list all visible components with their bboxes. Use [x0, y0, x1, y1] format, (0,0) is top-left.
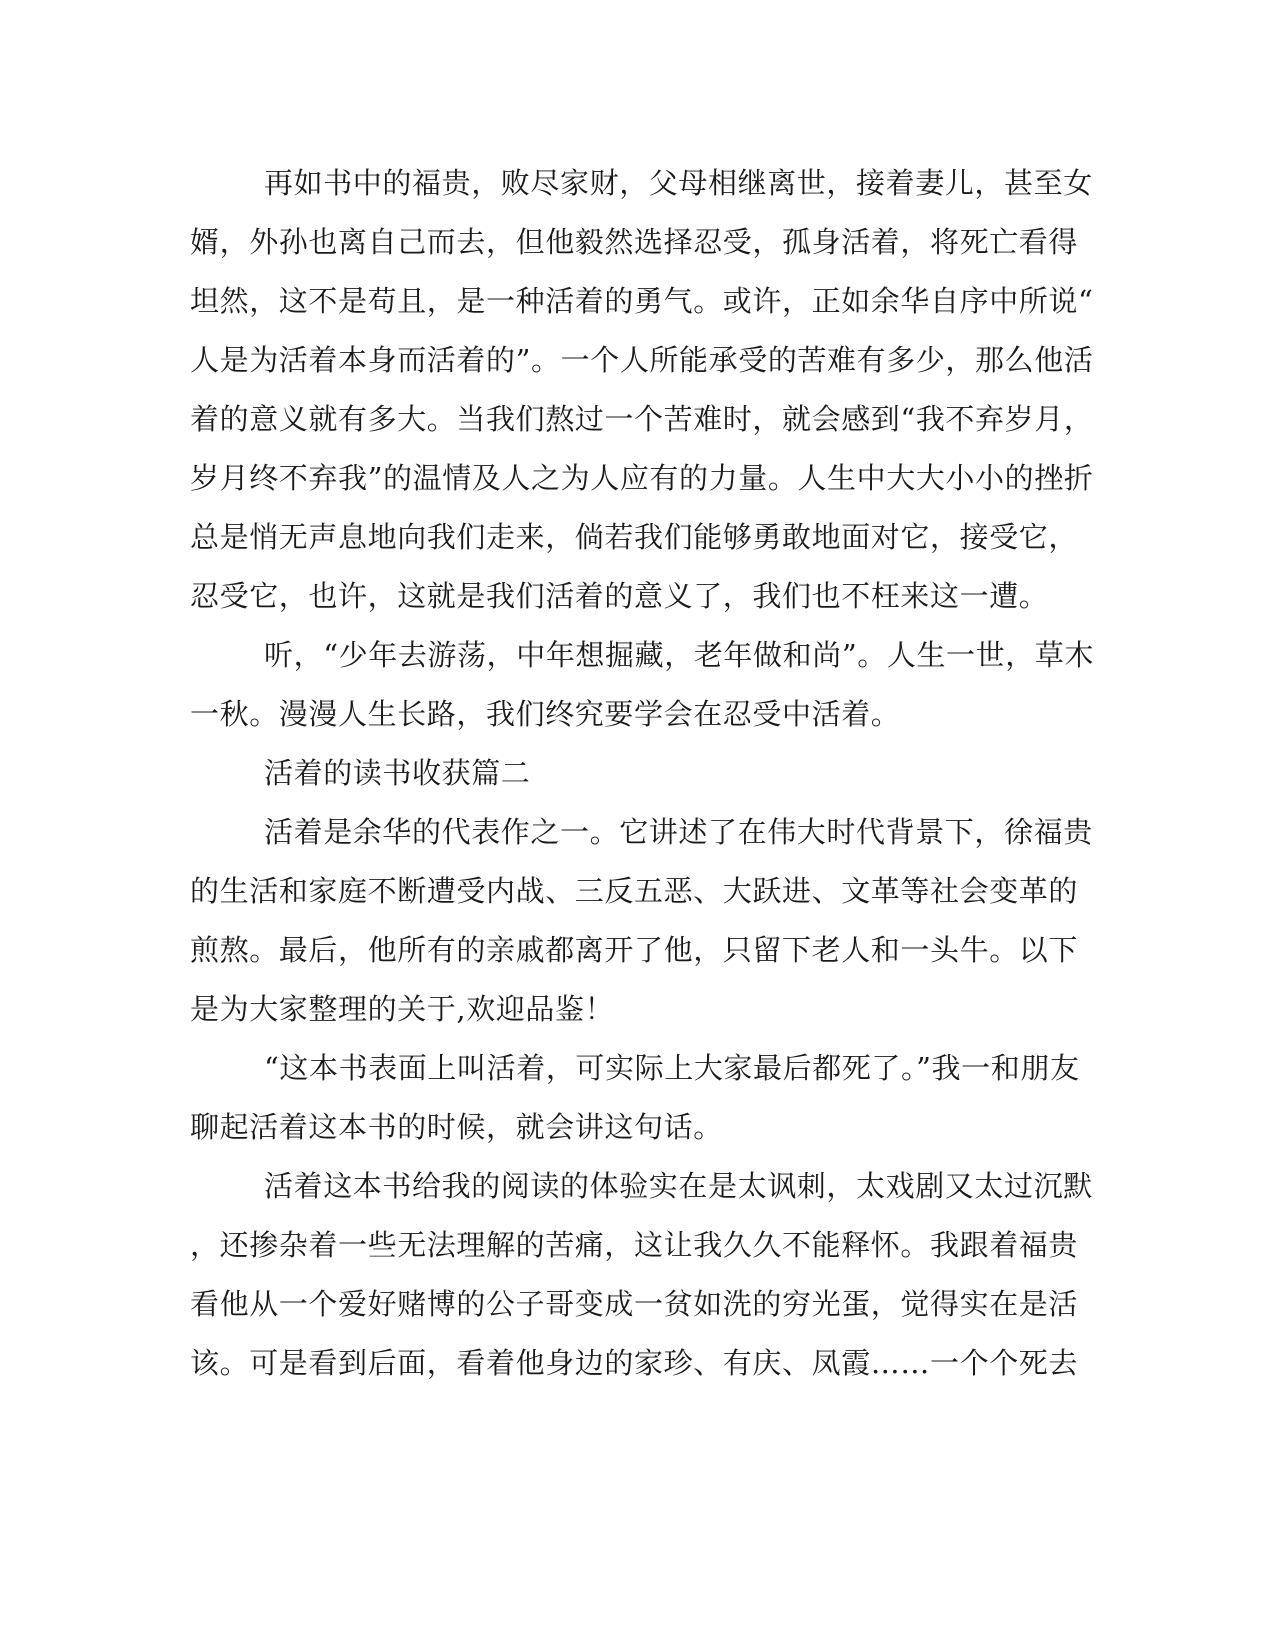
paragraph-line: 着的意义就有多大。当我们熬过一个苦难时，就会感到“我不弃岁月，	[190, 402, 1094, 436]
paragraph-line: 的生活和家庭不断遭受内战、三反五恶、大跃进、文革等社会变革的	[190, 874, 1079, 908]
paragraph-line: 聊起活着这本书的时候，就会讲这句话。	[190, 1110, 723, 1144]
paragraph-line: 忍受它，也许，这就是我们活着的意义了，我们也不枉来这一遭。	[190, 579, 1049, 613]
paragraph-line: ，还掺杂着一些无法理解的苦痛，这让我久久不能释怀。我跟着福贵	[190, 1228, 1079, 1262]
paragraph-line: 该。可是看到后面，看着他身边的家珍、有庆、凤霞……一个个死去	[190, 1346, 1079, 1380]
paragraph-line: 活着是余华的代表作之一。它讲述了在伟大时代背景下，徐福贵	[264, 815, 1093, 849]
paragraph-line: 听，“少年去游荡，中年想掘藏，老年做和尚”。人生一世，草木	[264, 638, 1095, 672]
paragraph-line: 婿，外孙也离自己而去，但他毅然选择忍受，孤身活着，将死亡看得	[190, 225, 1079, 259]
paragraph-line: 一秋。漫漫人生长路，我们终究要学会在忍受中活着。	[190, 697, 901, 731]
paragraph-line: 再如书中的福贵，败尽家财，父母相继离世，接着妻儿，甚至女	[264, 166, 1093, 200]
section-heading: 活着的读书收获篇二	[264, 756, 531, 790]
paragraph-line: 是为大家整理的关于,欢迎品鉴！	[190, 992, 615, 1026]
paragraph-line: 活着这本书给我的阅读的体验实在是太讽刺，太戏剧又太过沉默	[264, 1169, 1093, 1203]
paragraph-line: 坦然，这不是苟且，是一种活着的勇气。或许，正如余华自序中所说“	[190, 284, 1094, 318]
paragraph-line: 总是悄无声息地向我们走来，倘若我们能够勇敢地面对它，接受它，	[190, 520, 1079, 554]
paragraph-line: “这本书表面上叫活着，可实际上大家最后都死了。”我一和朋友	[264, 1051, 1080, 1085]
paragraph-line: 煎熬。最后，他所有的亲戚都离开了他，只留下老人和一头牛。以下	[190, 933, 1079, 967]
paragraph-line: 人是为活着本身而活着的”。一个人所能承受的苦难有多少，那么他活	[190, 343, 1094, 377]
paragraph-line: 岁月终不弃我”的温情及人之为人应有的力量。人生中大大小小的挫折	[190, 461, 1094, 495]
paragraph-line: 看他从一个爱好赌博的公子哥变成一贫如洗的穷光蛋，觉得实在是活	[190, 1287, 1079, 1321]
